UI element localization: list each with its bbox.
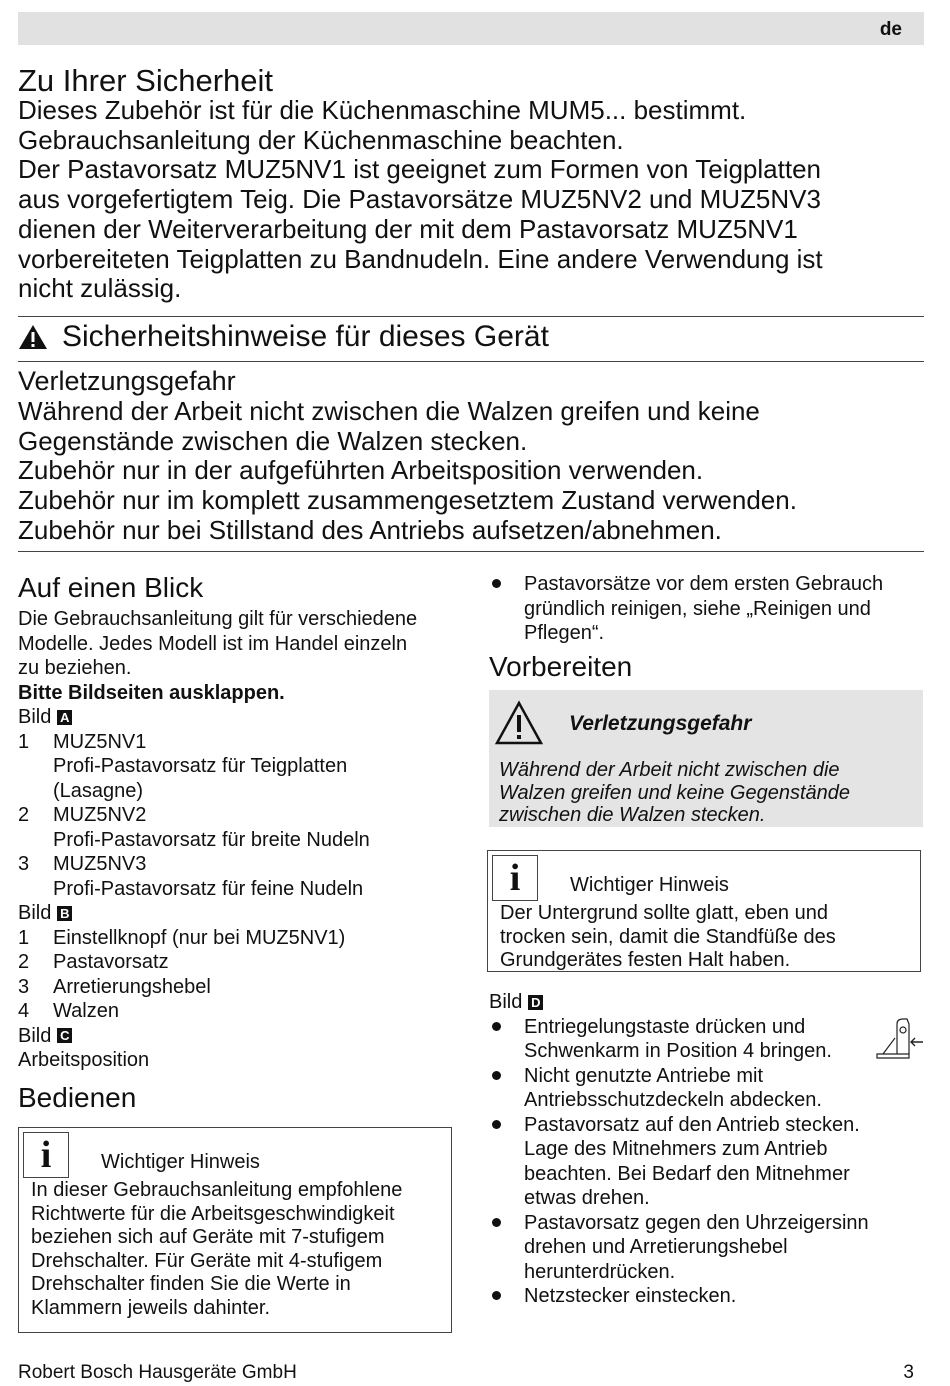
safety-line: aus vorgefertigtem Teig. Die Pastavorsätze MUZ5NV2 und MUZ5NV3: [18, 184, 821, 215]
warning-triangle-icon: [494, 700, 544, 746]
item-description: (Lasagne): [53, 779, 144, 802]
hint-line: Gegenstände zwischen die Walzen stecken.: [18, 425, 528, 456]
bullet-dot: [492, 1071, 501, 1080]
safety-line: Der Pastavorsatz MUZ5NV1 ist geeignet zum Formen von Teigplatten: [18, 154, 821, 185]
figure-letter-b: B: [57, 906, 72, 921]
step-item: Nicht genutzte Antriebe mit Antriebsschutzdeckeln abdecken.: [489, 1064, 929, 1113]
figure-letter-c: C: [57, 1028, 72, 1043]
hint-line: Zubehör nur in der aufgeführten Arbeitsposition verwenden.: [18, 455, 704, 486]
fold-instruction: Bitte Bildseiten ausklappen.: [18, 681, 285, 704]
footer-company: Robert Bosch Hausgeräte GmbH: [18, 1362, 297, 1383]
hints-title: [18, 320, 549, 354]
info-text: Der Untergrund sollte glatt, eben und trocken sein, damit die Standfüße des Grundgerätes festen Halt haben.: [500, 902, 836, 971]
step-item: Pastavorsatz gegen den Uhrzeigersinn drehen und Arretierungshebel herunterdrücken.: [489, 1211, 929, 1285]
list-item: 1 MUZ5NV1: [18, 730, 147, 753]
figure-label-b: Bild B: [18, 901, 458, 926]
bullet-item: Pastavorsätze vor dem ersten Gebrauch gründlich reinigen, siehe „Reinigen und Pflegen“.: [489, 572, 929, 646]
list-item: 3 MUZ5NV3: [18, 853, 147, 875]
safety-title: Zu Ihrer Sicherheit: [18, 63, 273, 98]
safety-line: nicht zulässig.: [18, 273, 182, 304]
bullet-dot: [492, 1291, 501, 1300]
overview-intro-line: zu beziehen.: [18, 657, 132, 679]
language-code: de: [879, 19, 902, 40]
right-column-steps: [489, 990, 929, 1309]
operate-title: Bedienen: [18, 1081, 137, 1113]
warning-triangle-icon: [18, 324, 48, 350]
info-box-prepare: [487, 850, 921, 972]
header-bar: [18, 12, 924, 45]
divider: [18, 551, 924, 552]
info-title: Wichtiger Hinweis: [101, 1151, 260, 1173]
list-item: 2 Pastavorsatz: [18, 951, 169, 973]
info-icon: i: [492, 855, 538, 901]
list-item: 1 Einstellknopf (nur bei MUZ5NV1): [18, 926, 346, 949]
safety-text: [18, 96, 928, 304]
step-item: Pastavorsatz auf den Antrieb stecken. Lage des Mitnehmers zum Antrieb beachten. Bei Bedarf den Mitnehmer etwas drehen.: [489, 1113, 929, 1211]
hint-line: Zubehör nur im komplett zusammengesetztem Zustand verwenden.: [18, 485, 797, 516]
prepare-title: Vorbereiten: [489, 650, 633, 682]
hint-line: Während der Arbeit nicht zwischen die Walzen greifen und keine: [18, 396, 760, 426]
figure-label-a: Bild A: [18, 705, 458, 730]
step-item: Netzstecker einstecken.: [489, 1284, 929, 1309]
mixer-arm-position-icon: [875, 1016, 925, 1060]
list-item: 4 Walzen: [18, 1000, 119, 1022]
page-number: 3: [903, 1362, 914, 1383]
safety-line: Dieses Zubehör ist für die Küchenmaschine MUM5... bestimmt.: [18, 95, 747, 125]
hint-line: Zubehör nur bei Stillstand des Antriebs aufsetzen/abnehmen.: [18, 514, 722, 545]
safety-line: vorbereiteten Teigplatten zu Bandnudeln. Eine andere Verwendung ist: [18, 243, 823, 274]
bullet-dot: [492, 1218, 501, 1227]
info-icon: i: [23, 1132, 69, 1178]
divider: [18, 316, 924, 317]
hints-title-text: Sicherheitshinweise für dieses Gerät: [62, 320, 549, 353]
overview-intro-line: Die Gebrauchsanleitung gilt für verschiedene: [18, 608, 418, 630]
divider: [18, 361, 924, 362]
left-column: [18, 571, 458, 1117]
figure-letter-a: A: [57, 710, 72, 725]
figure-label-d: Bild D: [489, 990, 929, 1015]
overview-title: Auf einen Blick: [18, 572, 204, 603]
safety-line: dienen der Weiterverarbeitung der mit dem Pastavorsatz MUZ5NV1: [18, 213, 798, 244]
figure-c-text: Arbeitsposition: [18, 1049, 150, 1071]
info-box-operate: [18, 1127, 452, 1333]
bullet-dot: [492, 1022, 501, 1031]
figure-letter-d: D: [528, 995, 543, 1010]
figure-label-c: Bild C: [18, 1024, 458, 1049]
warning-text: Während der Arbeit nicht zwischen die Walzen greifen und keine Gegenstände zwischen die Walzen stecken.: [499, 759, 850, 826]
overview-intro-line: Modelle. Jedes Modell ist im Handel einzeln: [18, 632, 408, 655]
list-item: 3 Arretierungshebel: [18, 975, 211, 998]
safety-line: Gebrauchsanleitung der Küchenmaschine beachten.: [18, 124, 624, 155]
info-title: Wichtiger Hinweis: [570, 874, 729, 896]
bullet-dot: [492, 579, 501, 588]
warning-box: [489, 690, 923, 827]
info-text: In dieser Gebrauchsanleitung empfohlene Richtwerte für die Arbeitsgeschwindigkeit beziehen sich auf Geräte mit 7-stufigem Drehschalter. Für Geräte mit 4-stufigem Drehschalter finden Sie die Werte in Klammern jeweils dahinter.: [31, 1179, 403, 1319]
bullet-dot: [492, 1120, 501, 1129]
item-description: Profi-Pastavorsatz für feine Nudeln: [53, 877, 364, 900]
item-description: Profi-Pastavorsatz für breite Nudeln: [53, 828, 370, 851]
warning-title: Verletzungsgefahr: [569, 712, 752, 735]
list-item: 2 MUZ5NV2: [18, 804, 147, 826]
item-description: Profi-Pastavorsatz für Teigplatten: [53, 755, 348, 777]
right-column-top: [489, 572, 929, 686]
hints-text: [18, 397, 928, 546]
step-item: Entriegelungstaste drücken und Schwenkarm in Position 4 bringen.: [489, 1015, 929, 1064]
hints-subtitle: Verletzungsgefahr: [18, 366, 236, 396]
